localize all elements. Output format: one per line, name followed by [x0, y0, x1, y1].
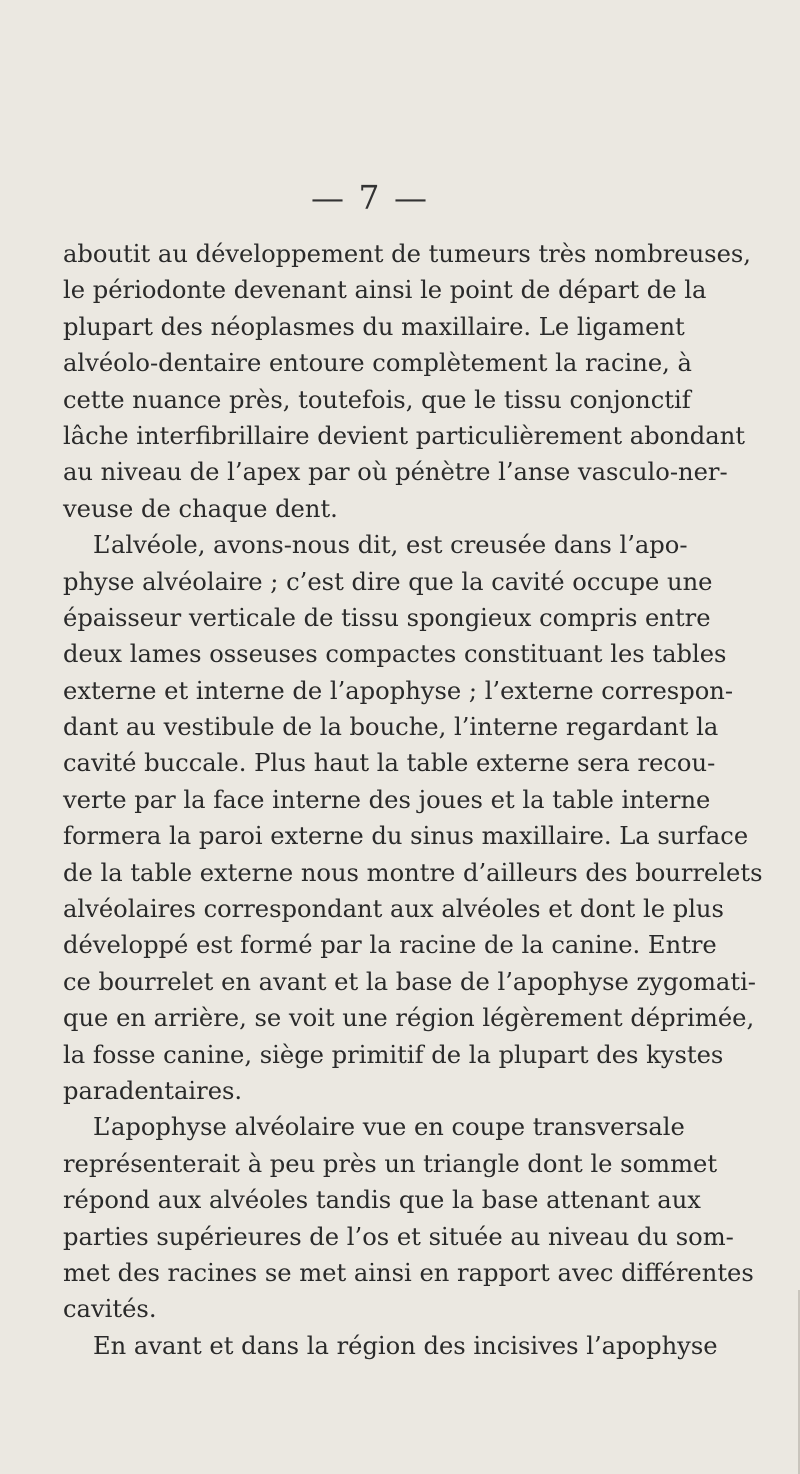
paragraph-start-line: En avant et dans la région des incisives l’apophyse: [93, 1331, 718, 1360]
text-line: formera la paroi externe du sinus maxillaire. La surface: [63, 822, 749, 851]
text-line: épaisseur verticale de tissu spongieux compris entre: [63, 603, 711, 632]
text-line: ce bourrelet en avant et la base de l’apophyse zygomati-: [63, 967, 756, 996]
text-line: alvéolaires correspondant aux alvéoles et dont le plus: [63, 895, 724, 924]
text-line: plupart des néoplasmes du maxillaire. Le ligament: [63, 312, 685, 341]
text-line: externe et interne de l’apophyse ; l’externe correspon-: [63, 676, 734, 705]
text-line: le périodonte devenant ainsi le point de départ de la: [63, 276, 707, 305]
text-line: verte par la face interne des joues et la table interne: [63, 785, 711, 814]
text-line: cavités.: [63, 1295, 157, 1324]
text-line: met des racines se met ainsi en rapport avec différentes: [63, 1258, 754, 1287]
text-line: que en arrière, se voit une région légèrement déprimée,: [63, 1004, 755, 1033]
text-line: dant au vestibule de la bouche, l’interne regardant la: [63, 713, 719, 742]
text-line: la fosse canine, siège primitif de la plupart des kystes: [63, 1040, 724, 1069]
text-line: lâche interfibrillaire devient particulièrement abondant: [63, 421, 745, 450]
text-line: cavité buccale. Plus haut la table externe sera recou-: [63, 749, 716, 778]
text-line: répond aux alvéoles tandis que la base attenant aux: [63, 1186, 701, 1215]
text-line: physe alvéolaire ; c’est dire que la cavité occupe une: [63, 567, 713, 596]
paragraph-start-line: L’alvéole, avons-nous dit, est creusée dans l’apo-: [93, 531, 688, 560]
text-line: de la table externe nous montre d’ailleurs des bourrelets: [63, 858, 763, 887]
text-line: aboutit au développement de tumeurs très nombreuses,: [63, 240, 751, 268]
text-line: alvéolo-dentaire entoure complètement la racine, à: [63, 349, 692, 378]
text-line: parties supérieures de l’os et située au niveau du som-: [63, 1222, 734, 1251]
paragraph-start-line: L’apophyse alvéolaire vue en coupe transversale: [93, 1113, 685, 1142]
text-line: veuse de chaque dent.: [63, 494, 338, 523]
text-line: cette nuance près, toutefois, que le tissu conjonctif: [63, 385, 691, 414]
text-line: paradentaires.: [63, 1076, 243, 1105]
text-line: au niveau de l’apex par où pénètre l’anse vasculo-ner-: [63, 458, 728, 487]
text-line: représenterait à peu près un triangle dont le sommet: [63, 1149, 718, 1178]
text-line: développé est formé par la racine de la canine. Entre: [63, 931, 717, 960]
body-text: [63, 236, 763, 1364]
text-line: deux lames osseuses compactes constituant les tables: [63, 640, 727, 669]
page-number: — 7 —: [311, 178, 429, 217]
